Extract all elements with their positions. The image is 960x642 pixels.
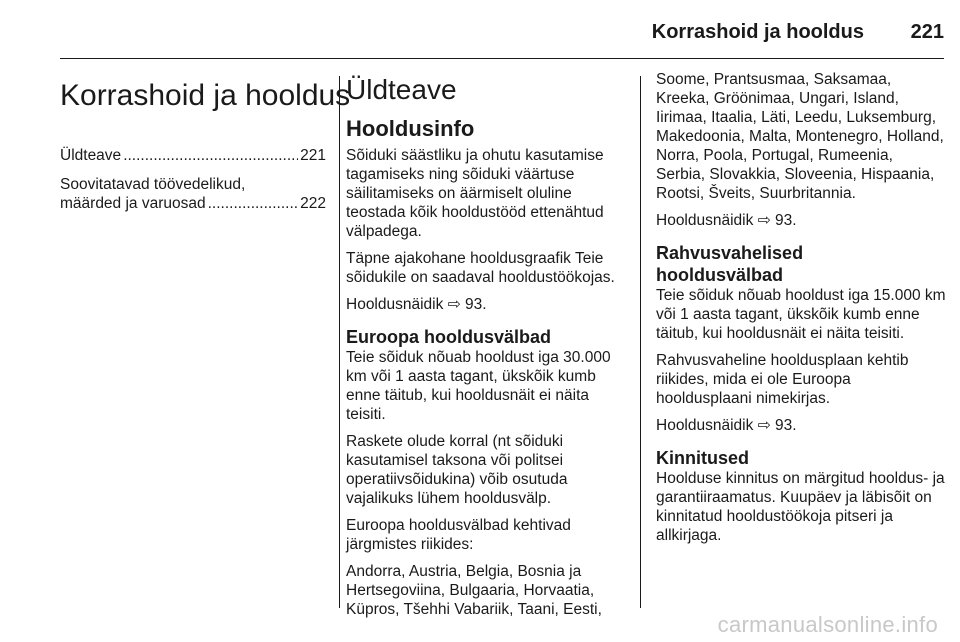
heading-line: hooldusvälbad [656,265,784,285]
heading-line: Rahvusvahelised [656,243,804,263]
paragraph: Euroopa hooldusvälbad kehtivad järgmistes riikides: [346,517,571,553]
arrow-right-icon: ⇨ [757,212,771,229]
paragraph-countries: Soome, Prantsusmaa, Saksamaa, Kreeka, Gröönimaa, Ungari, Island, Iirimaa, Itaalia, Läti, Leedu, Luksemburg, Makedoonia, Malta, Montenegro, Holland, Norra, Poola, Portugal, Rumeenia, Serbia, Slovakkia, Sloveenia, Hispaania, Rootsi, Šveits, Suurbritannia. [656,71,944,202]
cross-reference[interactable] [656,416,946,435]
paragraph: Rahvusvaheline hooldusplaan kehtib riikides, mida ei ole Euroopa hooldusplaani nimekirjas. [656,352,909,407]
cross-reference-page: 93. [775,417,797,434]
paragraph: Teie sõiduk nõuab hooldust iga 30.000 km või 1 aasta tagant, ükskõik kumb enne täitub, kui hooldusnäit ei näita teisiti. [346,349,611,423]
heading-service-info: Hooldusinfo [346,116,475,141]
toc-entry-label: Üldteave [60,147,122,164]
paragraph: Raskete olude korral (nt sõiduki kasutamisel taksona või politsei operatiivsõidukina) võib osutuda vajalikuks lühem hooldusvälp. [346,433,568,507]
heading-confirmations: Kinnitused [656,448,749,468]
heading-european-intervals: Euroopa hooldusvälbad [346,327,552,347]
paragraph: Andorra, Austria, Belgia, Bosnia ja Hertsegoviina, Bulgaaria, Horvaatia, Küpros, Tšehhi Vabariik, Taani, Eesti, [346,563,602,618]
toc-entry-fluids-lubricants[interactable] [60,175,326,213]
toc-entry-page: 222 [300,195,326,212]
toc-entry-label-line1: Soovitatavad töövedelikud, [60,176,246,193]
arrow-right-icon: ⇨ [447,296,461,313]
column-divider-left [339,76,340,608]
cross-reference-page: 93. [775,212,797,229]
toc-dot-leader [123,146,298,165]
toc-column [60,70,351,223]
arrow-right-icon: ⇨ [757,417,771,434]
right-column [656,70,946,553]
paragraph: Täpne ajakohane hooldusgraafik Teie sõidukile on saadaval hooldustöökojas. [346,250,615,286]
cross-reference-page: 93. [465,296,487,313]
paragraph: Hoolduse kinnitus on märgitud hooldus- ja garantiiraamatus. Kuupäev ja läbisõit on kinnitatud hooldustöökoja pitseri ja allkirjaga. [656,470,945,544]
toc-entry-general-info[interactable] [60,146,326,165]
paragraph: Sõiduki säästliku ja ohutu kasutamise tagamiseks ning sõiduki väärtuse säilitamiseks on äärmiselt oluline teostada kõik hooldustööd ettenähtud välpadega. [346,147,604,240]
cross-reference-label: Hooldusnäidik [656,417,754,434]
cross-reference-label: Hooldusnäidik [656,212,754,229]
running-header-title: Korrashoid ja hooldus [651,21,864,43]
toc-entry-label-line2: määrded ja varuosad [60,195,206,212]
section-title: Üldteave [346,74,457,105]
header-divider [60,58,944,59]
toc-dot-leader [208,194,299,213]
toc-entry-page: 221 [300,147,326,164]
column-divider-right [640,76,641,608]
cross-reference[interactable] [656,211,946,230]
page-number: 221 [910,21,944,43]
middle-column [346,70,628,627]
chapter-title: Korrashoid ja hooldus [60,79,351,112]
watermark: carmanualsonline.info [717,612,938,637]
heading-international-intervals [656,242,946,286]
paragraph: Teie sõiduk nõuab hooldust iga 15.000 km või 1 aasta tagant, ükskõik kumb enne täitub, kui hooldusnäit ei näita teisiti. [656,287,946,342]
cross-reference-label: Hooldusnäidik [346,296,444,313]
cross-reference[interactable] [346,295,628,314]
